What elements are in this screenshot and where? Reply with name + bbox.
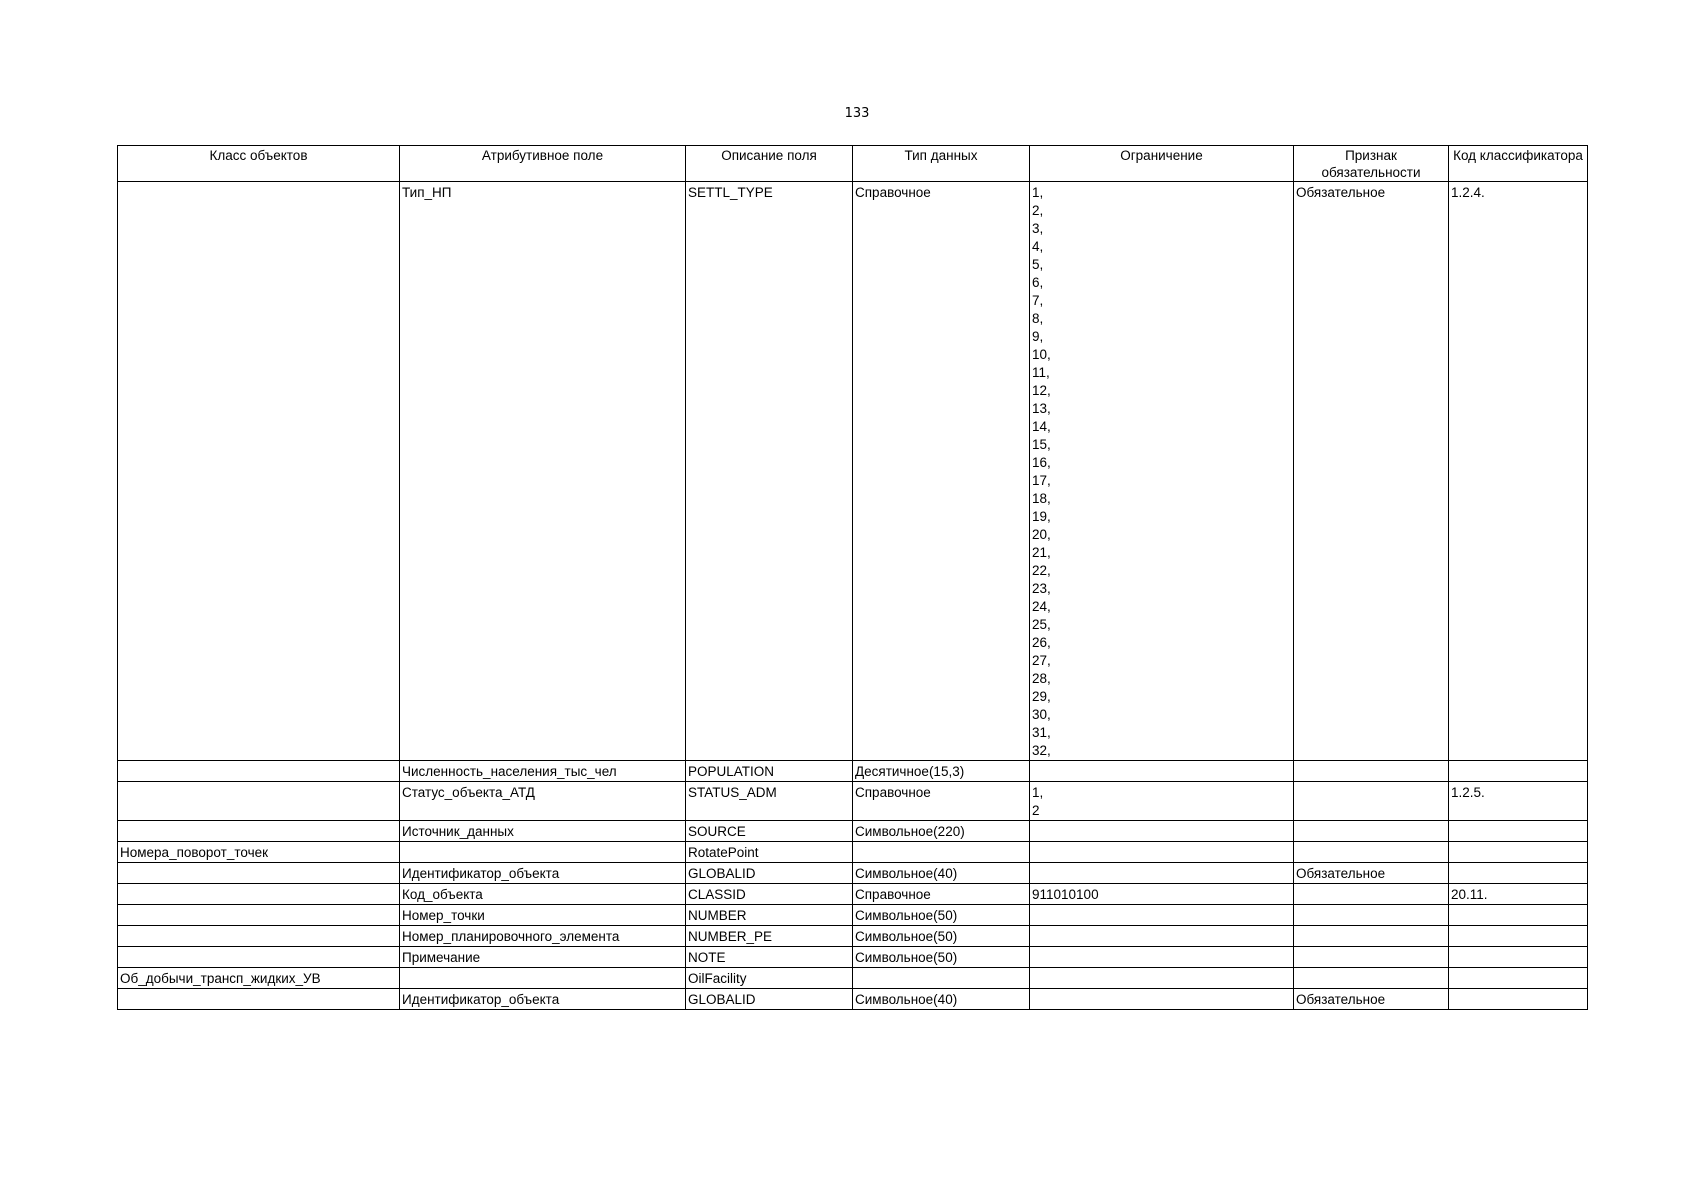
cell-constraint	[1030, 926, 1294, 947]
constraint-value: 911010100	[1032, 887, 1099, 902]
cell-attribute: Примечание	[400, 947, 686, 968]
cell-description: GLOBALID	[686, 989, 853, 1010]
constraint-value: 27,	[1032, 653, 1051, 668]
cell-required: Обязательное	[1294, 863, 1449, 884]
cell-class	[118, 761, 400, 782]
cell-class	[118, 989, 400, 1010]
cell-datatype: Десятичное(15,3)	[853, 761, 1030, 782]
cell-constraint	[1030, 968, 1294, 989]
table-row	[118, 761, 1588, 782]
cell-datatype: Символьное(40)	[853, 989, 1030, 1010]
constraint-value: 7,	[1032, 293, 1044, 308]
cell-datatype: Символьное(50)	[853, 947, 1030, 968]
cell-classifier-code: 1.2.5.	[1449, 782, 1588, 821]
cell-attribute	[400, 968, 686, 989]
header-row	[118, 146, 1588, 182]
header-required: Признак обязательности	[1294, 146, 1449, 182]
cell-classifier-code	[1449, 989, 1588, 1010]
cell-class	[118, 182, 400, 761]
constraint-value: 1,	[1032, 785, 1044, 800]
cell-datatype	[853, 842, 1030, 863]
constraint-value: 31,	[1032, 725, 1051, 740]
cell-description: SOURCE	[686, 821, 853, 842]
cell-description: GLOBALID	[686, 863, 853, 884]
table-row	[118, 968, 1588, 989]
cell-constraint	[1030, 905, 1294, 926]
cell-datatype: Символьное(50)	[853, 926, 1030, 947]
table-row	[118, 842, 1588, 863]
cell-datatype	[853, 968, 1030, 989]
cell-required	[1294, 821, 1449, 842]
cell-classifier-code	[1449, 761, 1588, 782]
constraint-value: 2	[1032, 803, 1040, 818]
cell-class	[118, 863, 400, 884]
header-classifier-code: Код классификатора	[1449, 146, 1588, 182]
cell-attribute: Источник_данных	[400, 821, 686, 842]
constraint-value: 11,	[1032, 365, 1050, 380]
table-row	[118, 926, 1588, 947]
cell-attribute: Номер_точки	[400, 905, 686, 926]
cell-required	[1294, 782, 1449, 821]
constraint-value: 25,	[1032, 617, 1051, 632]
constraint-value: 3,	[1032, 221, 1044, 236]
table-row	[118, 182, 1588, 761]
header-constraint: Ограничение	[1030, 146, 1294, 182]
cell-class	[118, 884, 400, 905]
constraint-value: 21,	[1032, 545, 1051, 560]
header-datatype: Тип данных	[853, 146, 1030, 182]
cell-classifier-code	[1449, 821, 1588, 842]
cell-class: Об_добычи_трансп_жидких_УВ	[118, 968, 400, 989]
constraint-value: 23,	[1032, 581, 1051, 596]
table-row	[118, 821, 1588, 842]
cell-class	[118, 926, 400, 947]
constraint-value: 18,	[1032, 491, 1051, 506]
table-row	[118, 782, 1588, 821]
cell-description: POPULATION	[686, 761, 853, 782]
cell-class	[118, 947, 400, 968]
cell-constraint	[1030, 947, 1294, 968]
header-description: Описание поля	[686, 146, 853, 182]
cell-description: NUMBER_PE	[686, 926, 853, 947]
cell-required	[1294, 926, 1449, 947]
cell-classifier-code	[1449, 926, 1588, 947]
cell-attribute: Тип_НП	[400, 182, 686, 761]
constraint-value: 26,	[1032, 635, 1051, 650]
cell-constraint	[1030, 821, 1294, 842]
table-row	[118, 863, 1588, 884]
cell-constraint	[1030, 884, 1294, 905]
cell-constraint	[1030, 863, 1294, 884]
cell-constraint	[1030, 182, 1294, 761]
cell-description: SETTL_TYPE	[686, 182, 853, 761]
cell-classifier-code: 20.11.	[1449, 884, 1588, 905]
constraint-value: 13,	[1032, 401, 1051, 416]
constraint-value: 29,	[1032, 689, 1051, 704]
cell-required	[1294, 842, 1449, 863]
header-attribute: Атрибутивное поле	[400, 146, 686, 182]
constraint-value: 17,	[1032, 473, 1051, 488]
table-body	[118, 182, 1588, 1010]
table-row	[118, 905, 1588, 926]
cell-description: CLASSID	[686, 884, 853, 905]
cell-description: NOTE	[686, 947, 853, 968]
cell-constraint	[1030, 989, 1294, 1010]
attribute-table	[117, 145, 1588, 1010]
cell-class	[118, 782, 400, 821]
cell-class	[118, 905, 400, 926]
cell-required	[1294, 761, 1449, 782]
cell-classifier-code	[1449, 863, 1588, 884]
cell-classifier-code	[1449, 842, 1588, 863]
cell-description: STATUS_ADM	[686, 782, 853, 821]
cell-attribute: Численность_населения_тыс_чел	[400, 761, 686, 782]
constraint-value: 30,	[1032, 707, 1051, 722]
table-row	[118, 989, 1588, 1010]
constraint-value: 20,	[1032, 527, 1051, 542]
cell-description: RotatePoint	[686, 842, 853, 863]
cell-datatype: Символьное(220)	[853, 821, 1030, 842]
cell-attribute	[400, 842, 686, 863]
cell-constraint	[1030, 842, 1294, 863]
cell-constraint	[1030, 782, 1294, 821]
constraint-value: 1,	[1032, 185, 1044, 200]
cell-description: NUMBER	[686, 905, 853, 926]
cell-class: Номера_поворот_точек	[118, 842, 400, 863]
constraint-value: 8,	[1032, 311, 1044, 326]
constraint-value: 15,	[1032, 437, 1051, 452]
cell-classifier-code	[1449, 968, 1588, 989]
constraint-value: 32,	[1032, 743, 1051, 758]
constraint-value: 4,	[1032, 239, 1044, 254]
cell-constraint	[1030, 761, 1294, 782]
cell-required: Обязательное	[1294, 989, 1449, 1010]
cell-required	[1294, 947, 1449, 968]
cell-attribute: Код_объекта	[400, 884, 686, 905]
cell-datatype: Символьное(40)	[853, 863, 1030, 884]
constraint-value: 10,	[1032, 347, 1051, 362]
cell-classifier-code: 1.2.4.	[1449, 182, 1588, 761]
cell-required	[1294, 884, 1449, 905]
constraint-value: 14,	[1032, 419, 1051, 434]
constraint-value: 28,	[1032, 671, 1051, 686]
cell-attribute: Идентификатор_объекта	[400, 863, 686, 884]
cell-classifier-code	[1449, 947, 1588, 968]
header-class: Класс объектов	[118, 146, 400, 182]
constraint-value: 16,	[1032, 455, 1051, 470]
constraint-value: 6,	[1032, 275, 1044, 290]
constraint-value: 22,	[1032, 563, 1051, 578]
cell-required	[1294, 968, 1449, 989]
cell-required: Обязательное	[1294, 182, 1449, 761]
constraint-value: 19,	[1032, 509, 1051, 524]
cell-attribute: Статус_объекта_АТД	[400, 782, 686, 821]
page-number: 133	[844, 106, 870, 121]
constraint-value: 24,	[1032, 599, 1051, 614]
cell-required	[1294, 905, 1449, 926]
cell-attribute: Номер_планировочного_элемента	[400, 926, 686, 947]
constraint-value: 2,	[1032, 203, 1044, 218]
cell-attribute: Идентификатор_объекта	[400, 989, 686, 1010]
cell-datatype: Справочное	[853, 782, 1030, 821]
cell-datatype: Справочное	[853, 182, 1030, 761]
cell-description: OilFacility	[686, 968, 853, 989]
constraint-value: 9,	[1032, 329, 1044, 344]
cell-classifier-code	[1449, 905, 1588, 926]
table-row	[118, 947, 1588, 968]
cell-datatype: Символьное(50)	[853, 905, 1030, 926]
constraint-value: 5,	[1032, 257, 1044, 272]
cell-class	[118, 821, 400, 842]
constraint-value: 12,	[1032, 383, 1051, 398]
table-row	[118, 884, 1588, 905]
cell-datatype: Справочное	[853, 884, 1030, 905]
